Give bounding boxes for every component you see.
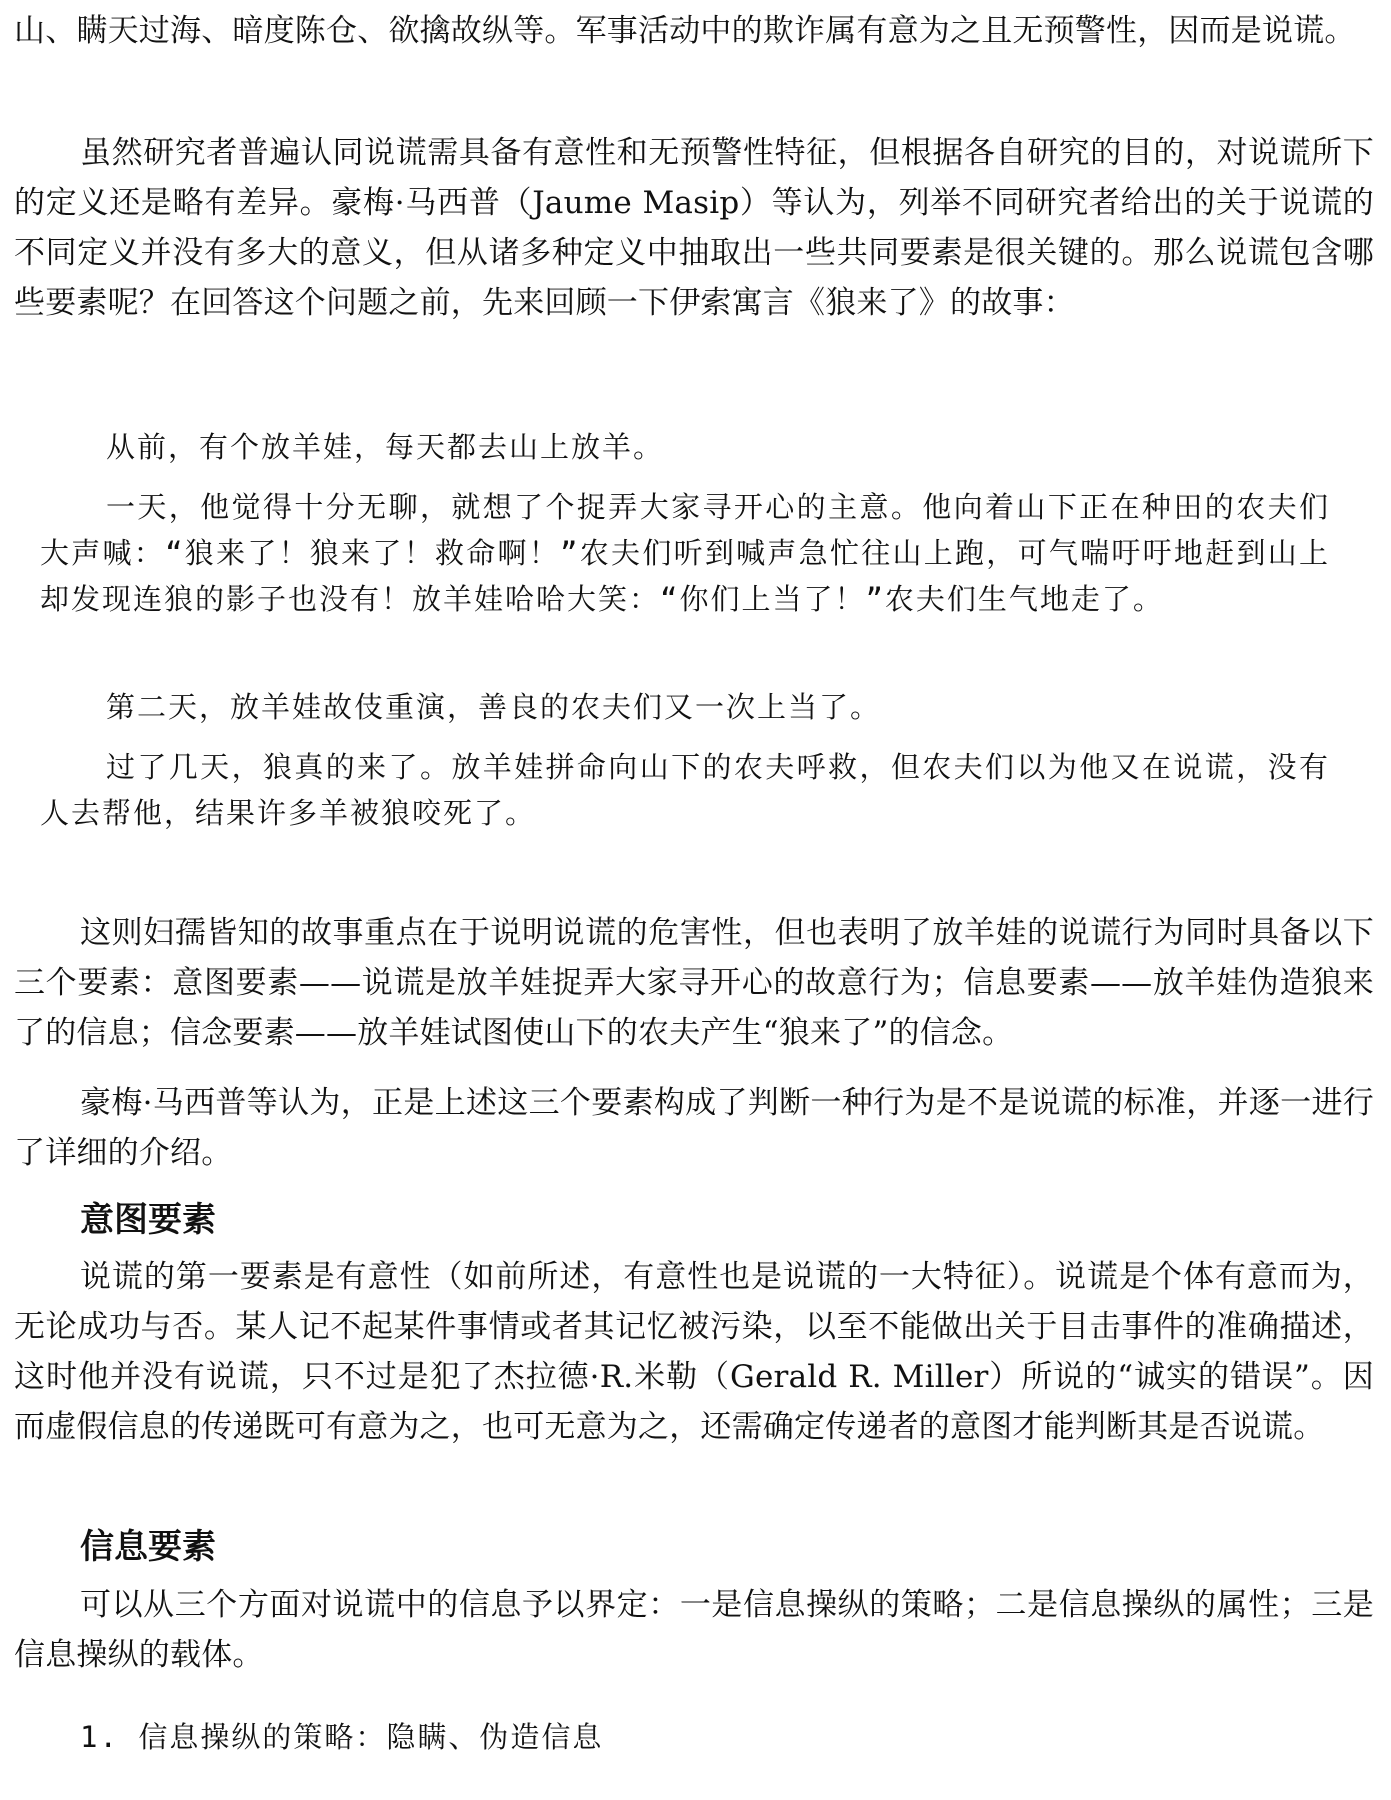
paragraph-three-elements: 这则妇孺皆知的故事重点在于说明说谎的危害性，但也表明了放羊娃的说谎行为同时具备以下三个要素：意图要素——说谎是放羊娃捉弄大家寻开心的故意行为；信息要素——放羊娃伪造狼来了的信息；信念要素——放羊娃试图使山下的农夫产生“狼来了”的信念。: [14, 915, 1374, 1051]
paragraph-military-deception: 山、瞒天过海、暗度陈仓、欲擒故纵等。军事活动中的欺诈属有意为之且无预警性，因而是说谎。: [14, 13, 1356, 49]
paragraph-masip-standard: 豪梅·马西普等认为，正是上述这三个要素构成了判断一种行为是不是说谎的标准，并逐一进行了详细的介绍。: [14, 1085, 1374, 1171]
section-heading-information: 信息要素: [80, 1527, 216, 1567]
paragraph-intent-element: 说谎的第一要素是有意性（如前所述，有意性也是说谎的一大特征）。说谎是个体有意而为，无论成功与否。某人记不起某件事情或者其记忆被污染，以至不能做出关于目击事件的准确描述，这时他并没有说谎，只不过是犯了杰拉德·R.米勒（Gerald R. Miller）所说的“诚实的错误”。因而虚假信息的传递既可有意为之，也可无意为之，还需确定传递者的意图才能判断其是否说谎。: [14, 1259, 1374, 1445]
story-paragraph-2: 一天，他觉得十分无聊，就想了个捉弄大家寻开心的主意。他向着山下正在种田的农夫们大声喊：“狼来了！狼来了！救命啊！”农夫们听到喊声急忙往山上跑，可气喘吁吁地赶到山上却发现连狼的影子也没有！放羊娃哈哈大笑：“你们上当了！”农夫们生气地走了。: [40, 490, 1330, 616]
story-paragraph-3: 第二天，放羊娃故伎重演，善良的农夫们又一次上当了。: [106, 690, 882, 724]
list-item-information-strategy: 1. 信息操纵的策略：隐瞒、伪造信息: [80, 1720, 604, 1754]
paragraph-information-element: 可以从三个方面对说谎中的信息予以界定：一是信息操纵的策略；二是信息操纵的属性；三是信息操纵的载体。: [14, 1587, 1374, 1673]
story-paragraph-4: 过了几天，狼真的来了。放羊娃拼命向山下的农夫呼救，但农夫们以为他又在说谎，没有人去帮他，结果许多羊被狼咬死了。: [40, 750, 1330, 830]
section-heading-intent: 意图要素: [80, 1200, 216, 1240]
paragraph-definition-differences: 虽然研究者普遍认同说谎需具备有意性和无预警性特征，但根据各自研究的目的，对说谎所下的定义还是略有差异。豪梅·马西普（Jaume Masip）等认为，列举不同研究者给出的关于说谎的不同定义并没有多大的意义，但从诸多种定义中抽取出一些共同要素是很关键的。那么说谎包含哪些要素呢？在回答这个问题之前，先来回顾一下伊索寓言《狼来了》的故事：: [14, 135, 1374, 321]
story-paragraph-1: 从前，有个放羊娃，每天都去山上放羊。: [106, 430, 665, 464]
